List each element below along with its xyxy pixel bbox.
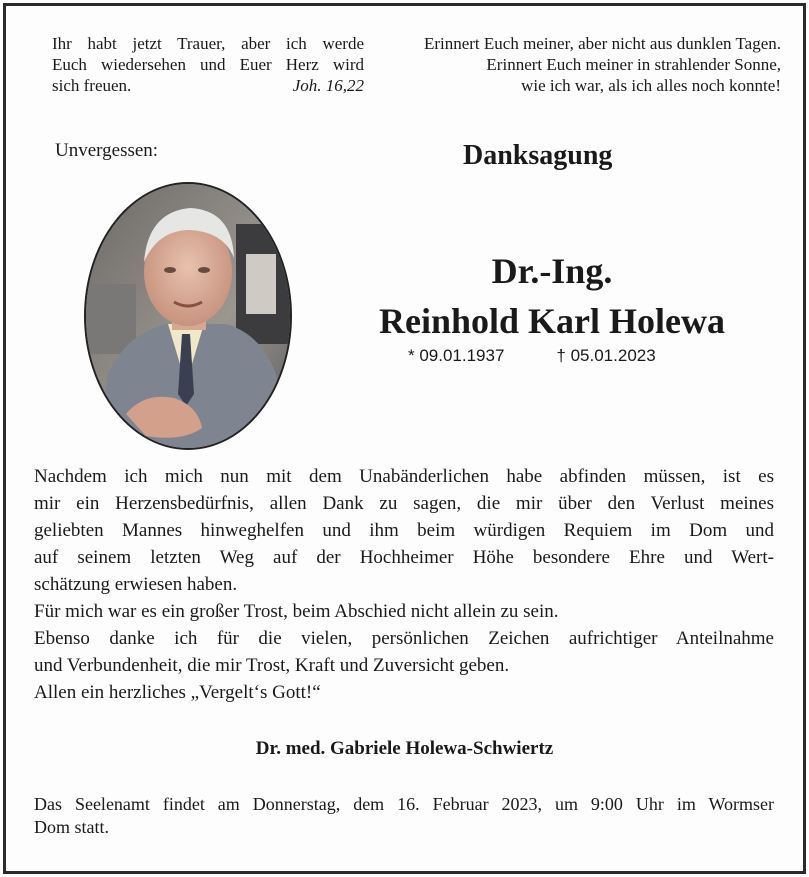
bible-quote-line: sich freuen. [52, 76, 132, 95]
bible-quote [52, 33, 364, 96]
notice-line: Das Seelenamt findet am Donnerstag, dem 16. Februar 2023, um 9:00 Uhr im Wormser [34, 794, 774, 814]
life-dates [408, 346, 708, 366]
unvergessen-label: Unvergessen: [55, 140, 159, 161]
academic-title: Dr.-Ing. [491, 251, 613, 291]
deceased-name [352, 246, 752, 346]
text-line: schätzung erwiesen haben. [34, 574, 238, 595]
paragraph-4: Allen ein herzliches „Vergelt‘s Gott!“ [34, 682, 321, 703]
bible-quote-last-line [52, 75, 364, 96]
paragraph-2: Für mich war es ein großer Trost, beim Abschied nicht allein zu sein. [34, 601, 559, 622]
page-title: Danksagung [463, 140, 613, 171]
memorial-poem [381, 33, 781, 96]
notice-line: Dom statt. [34, 817, 109, 837]
text-line: Nachdem ich mich nun mit dem Unabänderlichen habe abfinden müssen, ist es [34, 466, 774, 487]
text-line: mir ein Herzensbedürfnis, allen Dank zu sagen, die mir über den Verlust meines [34, 493, 774, 514]
bible-quote-line: Euch wiedersehen und Euer Herz wird [52, 55, 364, 74]
full-name: Reinhold Karl Holewa [378, 301, 725, 341]
poem-line: wie ich war, als ich alles noch konnte! [521, 76, 781, 95]
bible-reference: Joh. 16,22 [292, 76, 364, 95]
text-line: auf seinem letzten Weg auf der Hochheimer Höhe besondere Ehre und Wert- [34, 547, 774, 568]
service-notice [34, 793, 774, 839]
bible-quote-line: Ihr habt jetzt Trauer, aber ich werde [52, 34, 364, 53]
thank-you-text [34, 463, 774, 706]
poem-line: Erinnert Euch meiner in strahlender Sonne, [486, 55, 781, 74]
paragraph-3 [34, 625, 774, 679]
birth-date: * 09.01.1937 [408, 346, 505, 365]
text-line: Ebenso danke ich für die vielen, persönlichen Zeichen aufrichtiger Anteilnahme [34, 628, 774, 649]
poem-line: Erinnert Euch meiner, aber nicht aus dunklen Tagen. [423, 34, 781, 53]
portrait-illustration [86, 184, 290, 448]
portrait-photo [84, 182, 292, 450]
text-line: geliebten Mannes hinweghelfen und ihm beim würdigen Requiem im Dom und [34, 520, 774, 541]
death-date: † 05.01.2023 [556, 346, 656, 365]
signature: Dr. med. Gabriele Holewa-Schwiertz [255, 738, 554, 759]
paragraph-1 [34, 463, 774, 598]
text-line: und Verbundenheit, die mir Trost, Kraft und Zuversicht geben. [34, 655, 510, 676]
